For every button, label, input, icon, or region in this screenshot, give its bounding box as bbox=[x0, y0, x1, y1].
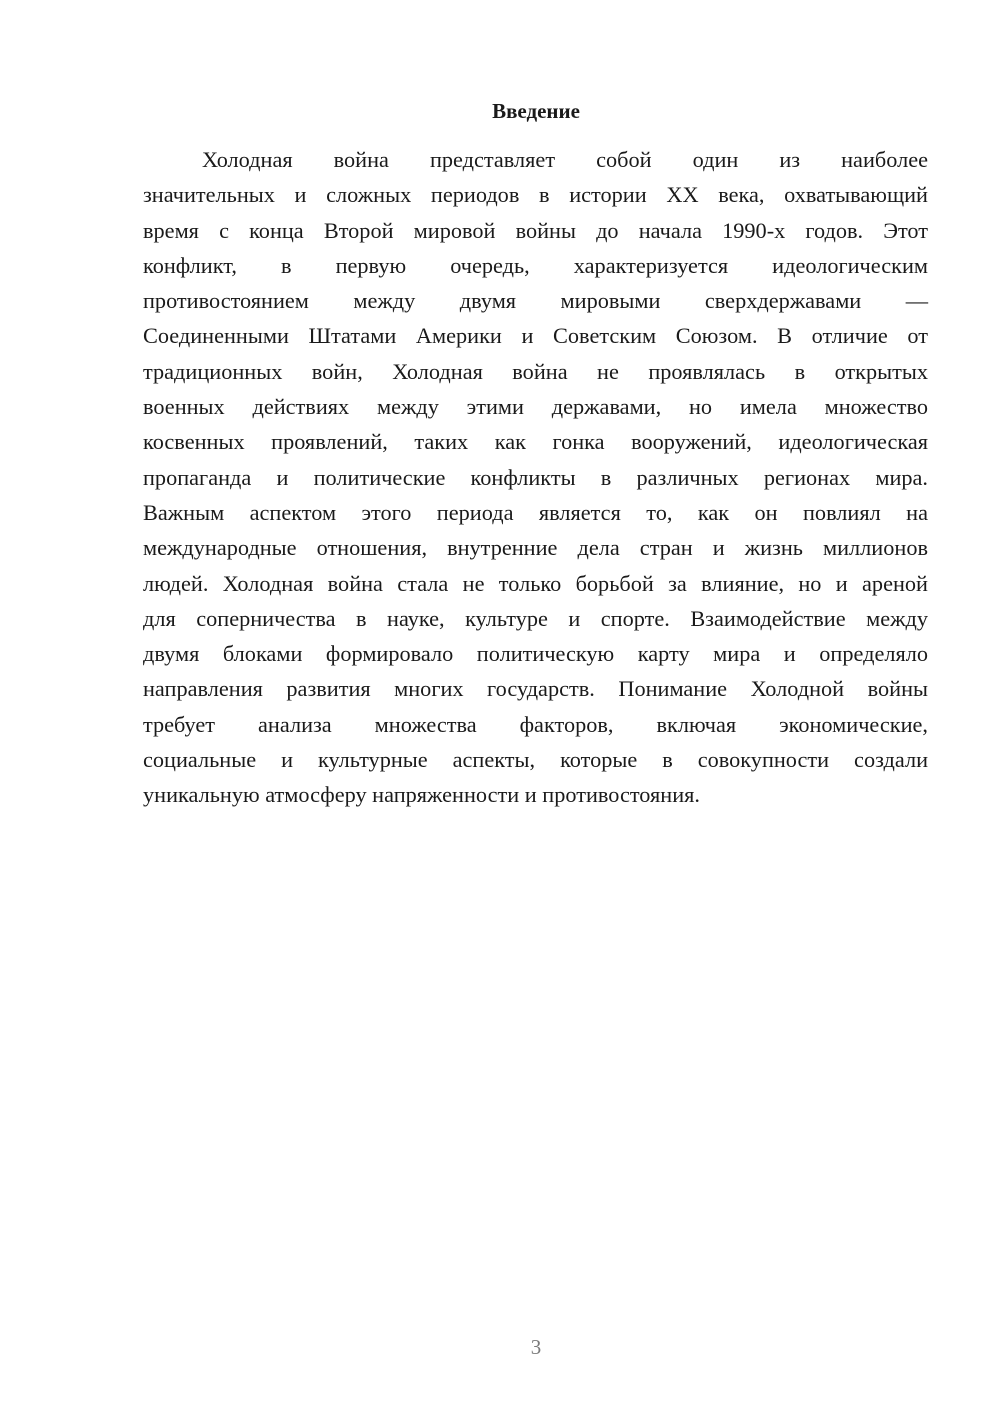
paragraph-line: уникальную атмосферу напряженности и противостояния. bbox=[143, 782, 700, 808]
page-number: 3 bbox=[530, 1335, 542, 1359]
paragraph-line: направления развития многих государств. Понимание Холодной войны bbox=[143, 676, 928, 702]
paragraph-line: двумя блоками формировало политическую карту мира и определяло bbox=[143, 641, 928, 667]
paragraph-line: социальные и культурные аспекты, которые в совокупности создали bbox=[143, 747, 928, 773]
paragraph-line: пропаганда и политические конфликты в различных регионах мира. bbox=[143, 464, 928, 490]
paragraph-line: Холодная война представляет собой один из наиболее bbox=[202, 147, 928, 172]
paragraph-line: косвенных проявлений, таких как гонка вооружений, идеологическая bbox=[143, 429, 928, 455]
paragraph-line: военных действиях между этими державами, но имела множество bbox=[143, 394, 928, 420]
paragraph-line: противостоянием между двумя мировыми сверхдержавами — bbox=[143, 288, 928, 314]
paragraph-line: международные отношения, внутренние дела стран и жизнь миллионов bbox=[143, 535, 928, 561]
paragraph-line: людей. Холодная война стала не только борьбой за влияние, но и ареной bbox=[143, 570, 928, 596]
paragraph-line: Соединенными Штатами Америки и Советским Союзом. В отличие от bbox=[143, 323, 928, 349]
body-paragraph bbox=[143, 142, 928, 813]
paragraph-line: время с конца Второй мировой войны до начала 1990-х годов. Этот bbox=[143, 217, 928, 243]
paragraph-line: значительных и сложных периодов в истории XX века, охватывающий bbox=[143, 182, 928, 208]
paragraph-line: традиционных войн, Холодная война не проявлялась в открытых bbox=[143, 358, 928, 384]
paragraph-line: конфликт, в первую очередь, характеризуется идеологическим bbox=[143, 252, 928, 278]
paragraph-line: для соперничества в науке, культуре и спорте. Взаимодействие между bbox=[143, 605, 928, 631]
paragraph-line: Важным аспектом этого периода является то, как он повлиял на bbox=[143, 499, 928, 525]
paragraph-line: требует анализа множества факторов, включая экономические, bbox=[143, 711, 928, 737]
section-title: Введение bbox=[492, 99, 580, 123]
